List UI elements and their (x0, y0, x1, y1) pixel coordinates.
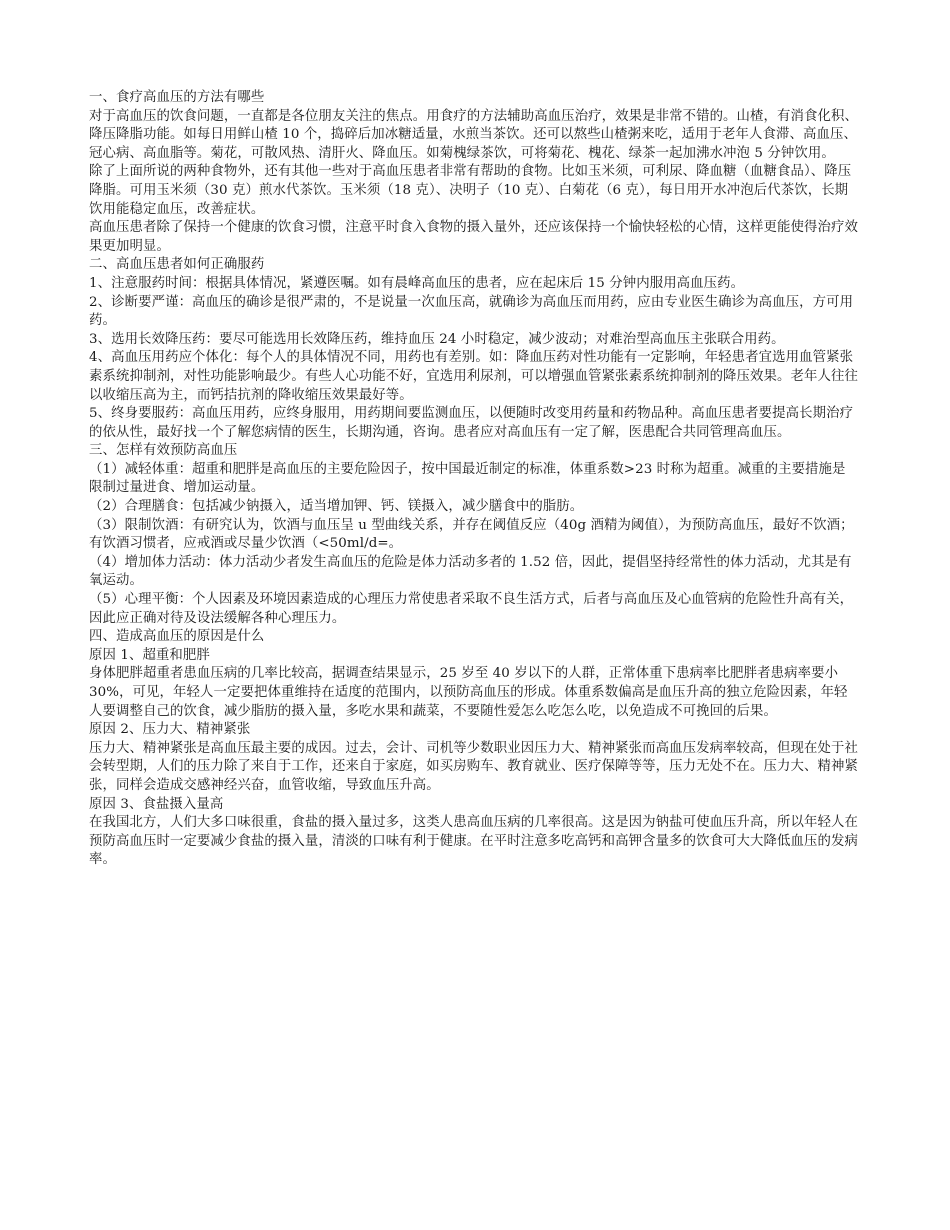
paragraph: 压力大、精神紧张是高血压最主要的成因。过去，会计、司机等少数职业因压力大、精神紧张而高血压发病率较高，但现在处于社会转型期，人们的压力除了来自于工作，还来自于家庭，如买房购车、教育就业、医疗保障等等，压力无处不在。压力大、精神紧张，同样会造成交感神经兴奋，血管收缩，导致血压升高。 (89, 740, 858, 793)
paragraph: （3）限制饮酒：有研究认为，饮酒与血压呈 u 型曲线关系，并存在阈值反应（40g 酒精为阈值），为预防高血压，最好不饮酒；有饮酒习惯者，应戒酒或尽量少饮酒（<50ml/d=。 (89, 517, 854, 552)
paragraph: （1）减轻体重：超重和肥胖是高血压的主要危险因子，按中国最近制定的标准，体重系数>23 时称为超重。减重的主要措施是限制过量进食、增加运动量。 (89, 461, 846, 496)
paragraph: 1、注意服药时间：根据具体情况，紧遵医嘱。如有晨峰高血压的患者，应在起床后 15 分钟内服用高血压药。 (89, 275, 745, 291)
document-body (89, 89, 859, 870)
paragraph: 3、选用长效降压药：要尽可能选用长效降压药，维持血压 24 小时稳定，减少波动；对难治型高血压主张联合用药。 (89, 331, 785, 347)
paragraph: 身体肥胖超重者患血压病的几率比较高，据调查结果显示，25 岁至 40 岁以下的人群，正常体重下患病率比肥胖者患病率要小 30%，可见，年轻人一定要把体重维持在适度的范围内，以预防高血压的形成。体重系数偏高是血压升高的独立危险因素，年轻人要调整自己的饮食，减少脂肪的摄入量，多吃水果和蔬菜，不要随性爱怎么吃怎么吃，以免造成不可挽回的后果。 (89, 666, 848, 719)
paragraph: （5）心理平衡：个人因素及环境因素造成的心理压力常使患者采取不良生活方式，后者与高血压及心血管病的危险性升高有关，因此应正确对待及设法缓解各种心理压力。 (89, 592, 854, 626)
paragraph: 2、诊断要严谨：高血压的确诊是很严肃的，不是说量一次血压高，就确诊为高血压而用药，应由专业医生确诊为高血压，方可用药。 (89, 294, 854, 329)
section-heading: 三、怎样有效预防高血压 (89, 443, 238, 459)
paragraph: （2）合理膳食：包括减少钠摄入，适当增加钾、钙、镁摄入，减少膳食中的脂肪。 (89, 499, 584, 515)
paragraph: 高血压患者除了保持一个健康的饮食习惯，注意平时食入食物的摄入量外，还应该保持一个愉快轻松的心情，这样更能使得治疗效果更加明显。 (89, 220, 858, 254)
paragraph: （4）增加体力活动：体力活动少者发生高血压的危险是体力活动多者的 1.52 倍，因此，提倡坚持经常性的体力活动，尤其是有氧运动。 (89, 554, 852, 589)
paragraph: 在我国北方，人们大多口味很重，食盐的摄入量过多，这类人患高血压病的几率很高。这是因为钠盐可使血压升高，所以年轻人在预防高血压时一定要减少食盐的摄入量，清淡的口味有利于健康。在平时注意多吃高钙和高钾含量多的饮食可大大降低血压的发病率。 (89, 815, 858, 868)
paragraph: 除了上面所说的两种食物外，还有其他一些对于高血压患者非常有帮助的食物。比如玉米须，可利尿、降血糖（血糖食品）、降压降脂。可用玉米须（30 克）煎水代茶饮。玉米须（18 克）、决明子（10 克）、白菊花（6 克），每日用开水冲泡后代茶饮，长期饮用能稳定血压，改善症状。 (89, 164, 852, 217)
subheading: 原因 2、压力大、精神紧张 (89, 722, 251, 738)
paragraph: 对于高血压的饮食问题，一直都是各位朋友关注的焦点。用食疗的方法辅助高血压治疗，效果是非常不错的。山楂，有消食化积、降压降脂功能。如每日用鲜山楂 10 个，捣碎后加冰糖适量，水煎当茶饮。还可以熬些山楂粥来吃，适用于老年人食滞、高血压、冠心病、高血脂等。菊花，可散风热、清肝火、降血压。如菊槐绿茶饮，可将菊花、槐花、绿茶一起加沸水冲泡 5 分钟饮用。 (89, 108, 858, 161)
subheading: 原因 3、食盐摄入量高 (89, 796, 224, 812)
section-heading: 二、高血压患者如何正确服药 (89, 257, 265, 273)
section-heading: 四、造成高血压的原因是什么 (89, 629, 265, 645)
paragraph: 4、高血压用药应个体化：每个人的具体情况不同，用药也有差别。如：降血压药对性功能有一定影响，年轻患者宜选用血管紧张素系统抑制剂，对性功能影响最少。有些人心功能不好，宜选用利尿剂，可以增强血管紧张素系统抑制剂的降压效果。老年人往往以收缩压高为主，而钙拮抗剂的降收缩压效果最好等。 (89, 350, 858, 403)
section-heading: 一、食疗高血压的方法有哪些 (89, 90, 265, 105)
subheading: 原因 1、超重和肥胖 (89, 647, 210, 663)
paragraph: 5、终身要服药：高血压用药，应终身服用，用药期间要监测血压，以便随时改变用药量和药物品种。高血压患者要提高长期治疗的依从性，最好找一个了解您病情的医生，长期沟通，咨询。患者应对高血压有一定了解，医患配合共同管理高血压。 (89, 406, 854, 440)
